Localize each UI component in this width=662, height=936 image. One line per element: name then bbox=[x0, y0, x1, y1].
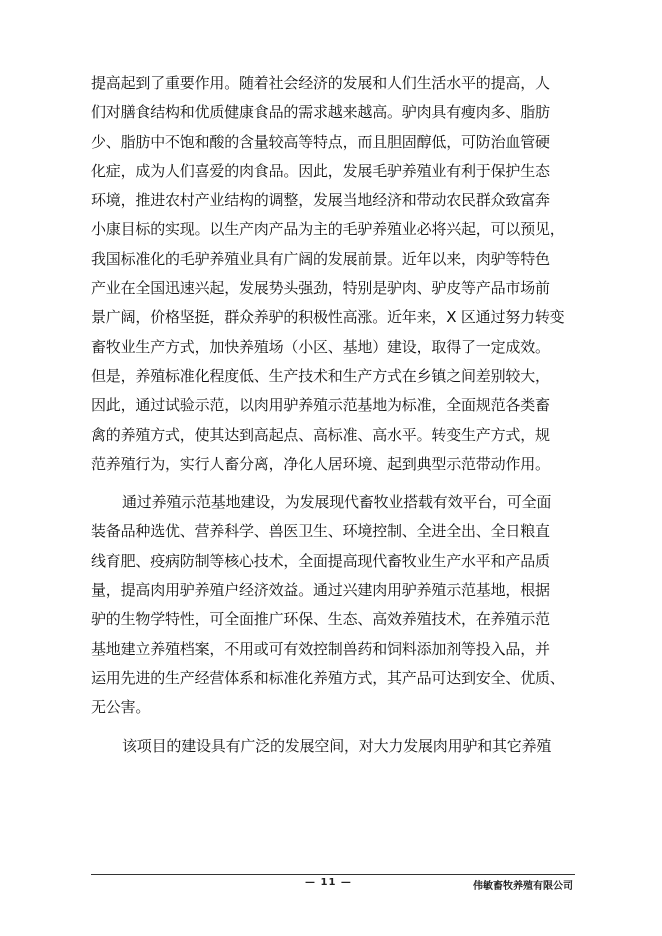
paragraph-gap bbox=[91, 723, 575, 732]
text-line: 环境，推进农村产业结构的调整，发展当地经济和带动农民群众致富奔 bbox=[91, 191, 550, 210]
text-line: 但是，养殖标准化程度低、生产技术和生产方式在乡镇之间差别较大， bbox=[91, 366, 550, 385]
text-line: 该项目的建设具有广泛的发展空间，对大力发展肉用驴和其它养殖 bbox=[122, 736, 552, 755]
text-line: 无公害。 bbox=[91, 698, 151, 717]
text-line: 运用先进的生产经营体系和标准化养殖方式，其产品可达到安全、优质、 bbox=[91, 668, 565, 687]
paragraph-gap bbox=[91, 479, 575, 488]
document-body bbox=[91, 69, 575, 761]
page-number: — 11 — bbox=[305, 877, 352, 888]
text-line: 装备品种选优、营养科学、兽医卫生、环境控制、全进全出、全日粮直 bbox=[91, 522, 550, 541]
text-line: 驴的生物学特性，可全面推广环保、生态、高效养殖技术，在养殖示范 bbox=[91, 610, 550, 629]
text-line: 小康目标的实现。以生产肉产品为主的毛驴养殖业必将兴起，可以预见， bbox=[91, 220, 565, 239]
text-line: 禽的养殖方式，使其达到高起点、高标准、高水平。转变生产方式，规 bbox=[91, 425, 550, 444]
text-line: 景广阔，价格坚挺，群众养驴的积极性高涨。近年来，X 区通过努力转变 bbox=[91, 308, 565, 327]
text-line: 因此，通过试验示范，以肉用驴养殖示范基地为标准，全面规范各类畜 bbox=[91, 396, 550, 415]
text-line: 范养殖行为，实行人畜分离，净化人居环境、起到典型示范带动作用。 bbox=[91, 454, 550, 473]
text-line: 们对膳食结构和优质健康食品的需求越来越高。驴肉具有瘦肉多、脂肪 bbox=[91, 103, 550, 122]
text-line: 线育肥、疫病防制等核心技术，全面提高现代畜牧业生产水平和产品质 bbox=[91, 551, 550, 570]
paragraph-1 bbox=[91, 69, 575, 479]
paragraph-3 bbox=[91, 732, 575, 761]
text-line: 少、脂肪中不饱和酸的含量较高等特点，而且胆固醇低，可防治血管硬 bbox=[91, 132, 550, 151]
text-line: 量，提高肉用驴养殖户经济效益。通过兴建肉用驴养殖示范基地，根据 bbox=[91, 581, 550, 600]
text-line: 提高起到了重要作用。随着社会经济的发展和人们生活水平的提高，人 bbox=[91, 74, 550, 92]
footer-divider bbox=[91, 874, 575, 875]
text-line: 通过养殖示范基地建设，为发展现代畜牧业搭载有效平台，可全面 bbox=[122, 493, 552, 512]
text-line: 畜牧业生产方式，加快养殖场（小区、基地）建设，取得了一定成效。 bbox=[91, 337, 550, 356]
text-line: 我国标准化的毛驴养殖业具有广阔的发展前景。近年以来，肉驴等特色 bbox=[91, 249, 550, 268]
footer-company-name: 伟敏畜牧养殖有限公司 bbox=[473, 881, 573, 892]
text-line: 产业在全国迅速兴起，发展势头强劲，特别是驴肉、驴皮等产品市场前 bbox=[91, 279, 550, 298]
text-line: 基地建立养殖档案，不用或可有效控制兽药和饲料添加剂等投入品，并 bbox=[91, 639, 550, 658]
text-line: 化症，成为人们喜爱的肉食品。因此，发展毛驴养殖业有利于保护生态 bbox=[91, 161, 550, 180]
paragraph-2 bbox=[91, 488, 575, 722]
